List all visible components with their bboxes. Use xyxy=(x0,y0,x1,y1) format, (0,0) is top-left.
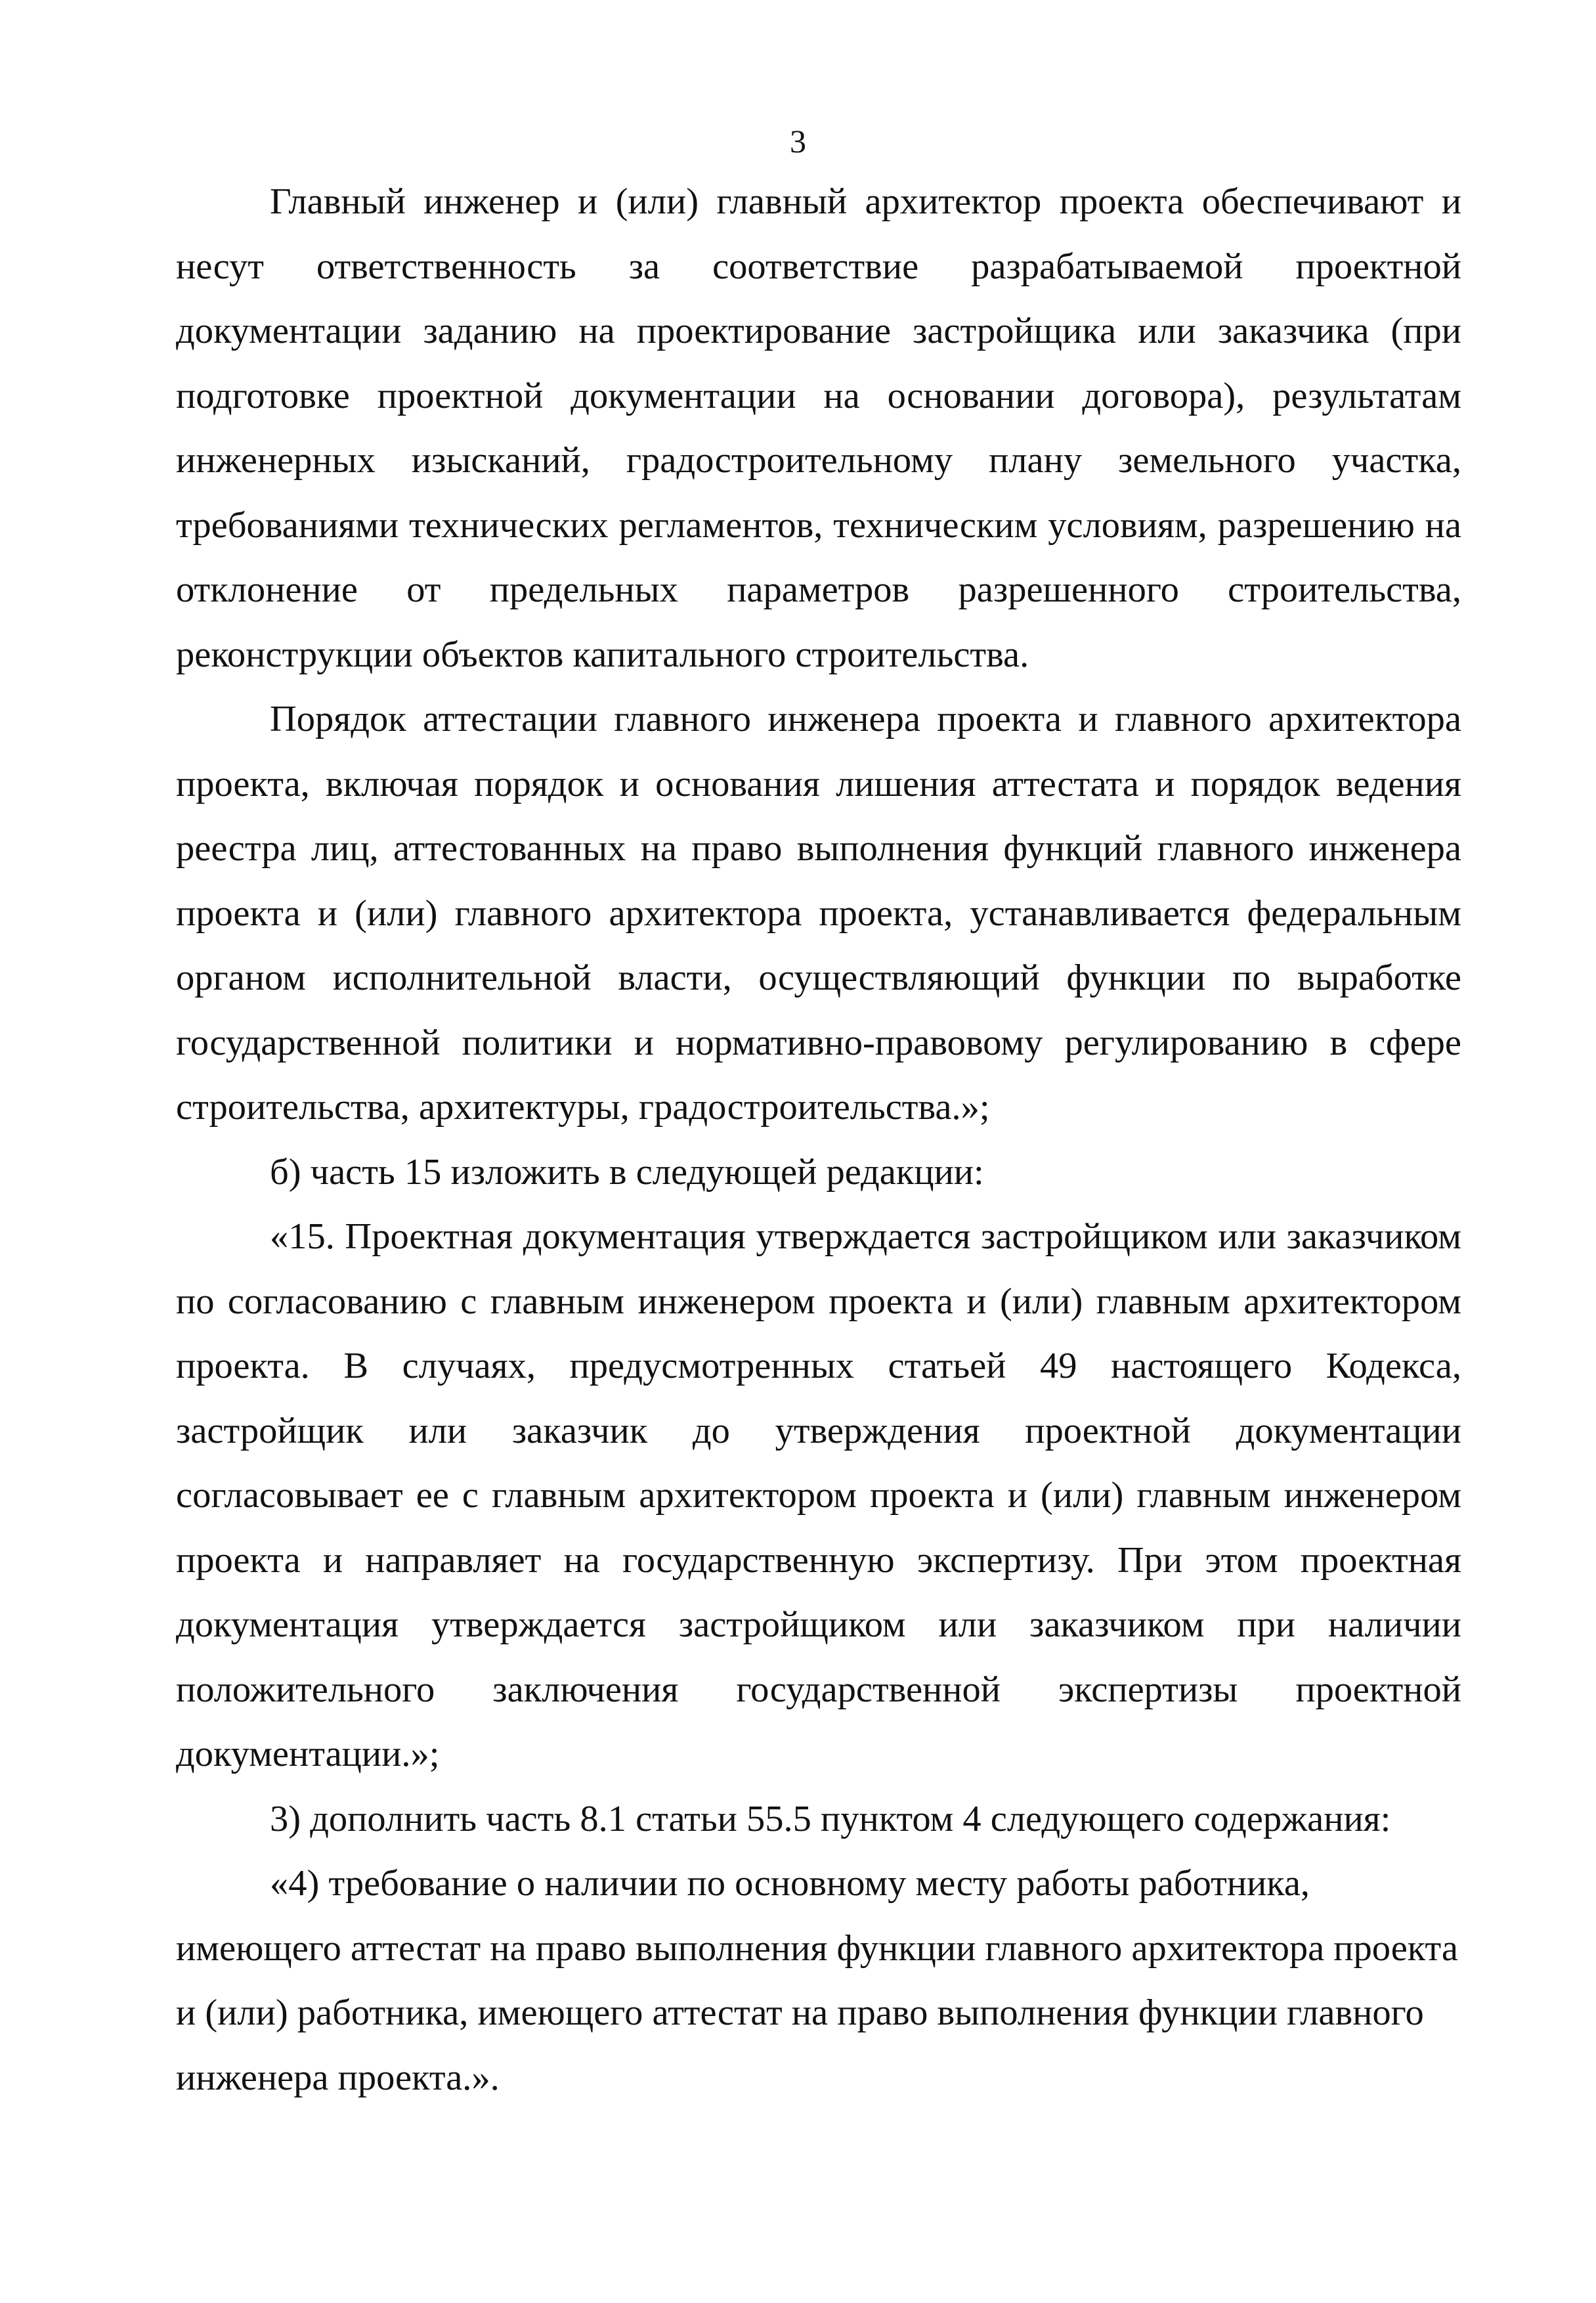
paragraph-part-15-heading: б) часть 15 изложить в следующей редакции: xyxy=(270,1151,984,1193)
paragraph-chief-engineer-responsibility: Главный инженер и (или) главный архитектор проекта обеспечивают и несут ответственность за соответствие разрабатываемой проектной документации заданию на проектирование застройщика или заказчика (при подготовке проектной документации на основании договора), результатам инженерных изысканий, градостроительному плану земельного участка, требованиями технических регламентов, техническим условиям, разрешению на отклонение от предельных параметров разрешенного строительства, реконструкции объектов капитального строительства. xyxy=(176,181,1461,675)
paragraph-part-15-text: «15. Проектная документация утверждается застройщиком или заказчиком по согласованию с главным инженером проекта и (или) главным архитектором проекта. В случаях, предусмотренных статьей 49 настоящего Кодекса, застройщик или заказчик до утверждения проектной документации согласовывает ее с главным архитектором проекта и (или) главным инженером проекта и направляет на государственную экспертизу. При этом проектная документация утверждается застройщиком или заказчиком при наличии положительного заключения государственной экспертизы проектной документации.»; xyxy=(176,1216,1461,1774)
paragraph-item-4-requirement: «4) требование о наличии по основному месту работы работника, имеющего аттестат на право выполнения функции главного архитектора проекта и (или) работника, имеющего аттестат на право выполнения функции главного инженера проекта.». xyxy=(176,1863,1458,2098)
document-body xyxy=(176,169,1461,2110)
paragraph-article-55-5-amendment: 3) дополнить часть 8.1 статьи 55.5 пунктом 4 следующего содержания: xyxy=(270,1798,1391,1839)
paragraph-attestation-procedure: Порядок аттестации главного инженера проекта и главного архитектора проекта, включая порядок и основания лишения аттестата и порядок ведения реестра лиц, аттестованных на право выполнения функций главного инженера проекта и (или) главного архитектора проекта, устанавливается федеральным органом исполнительной власти, осуществляющий функции по выработке государственной политики и нормативно-правовому регулированию в сфере строительства, архитектуры, градостроительства.»; xyxy=(176,699,1461,1128)
page-number: 3 xyxy=(790,123,806,160)
